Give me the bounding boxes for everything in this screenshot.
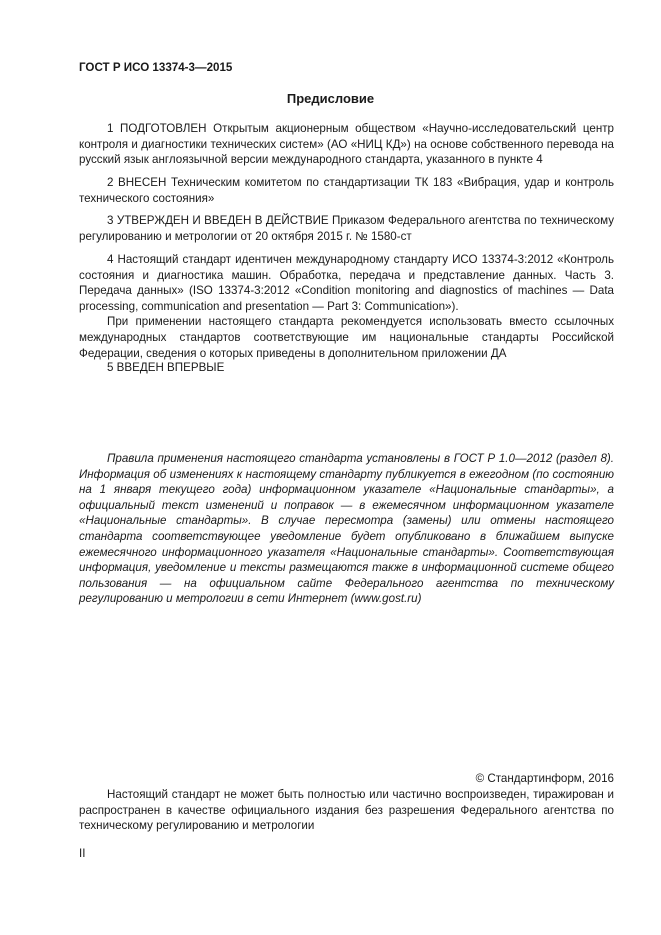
rights-notice	[79, 787, 614, 834]
item-text: 5 ВВЕДЕН ВПЕРВЫЕ	[107, 361, 225, 374]
rights-text: Настоящий стандарт не может быть полностью или частично воспроизведен, тиражирован и распространен в качестве официального издания без разрешения Федерального агентства по техническому регулированию и метрологии	[79, 788, 614, 833]
foreword-item-2	[79, 175, 614, 206]
item-text: 4 Настоящий стандарт идентичен международному стандарту ИСО 13374-3:2012 «Контроль состояния и диагностика машин. Обработка, передача и представление данных. Часть 3. Передача данных» (ISO 13374-3:2012 «Condition monitoring and diagnostics of machines — Data processing, communication and presentation — Part 3: Communication»).	[79, 253, 614, 313]
foreword-item-1	[79, 121, 614, 168]
notice-text: Правила применения настоящего стандарта установлены в ГОСТ Р 1.0—2012 (раздел 8). Информация об изменениях к настоящему стандарту публикуется в ежегодном (по состоянию на 1 января текущего года) информационном указателе «Национальные стандарты», а официальный текст изменений и поправок — в ежемесячном информационном указателе «Национальные стандарты». В случае пересмотра (замены) или отмены настоящего стандарта соответствующее уведомление будет опубликовано в ближайшем выпуске ежемесячного информационного указателя «Национальные стандарты». Соответствующая информация, уведомление и тексты размещаются также в информационной системе общего пользования — на официальном сайте Федерального агентства по техническому регулированию и метрологии в сети Интернет (www.gost.ru)	[79, 452, 614, 606]
page-title: Предисловие	[286, 91, 375, 106]
foreword-item-5	[79, 360, 614, 376]
document-code: ГОСТ Р ИСО 13374-3—2015	[79, 61, 233, 74]
copyright: © Стандартинформ, 2016	[475, 772, 614, 785]
item-text: 1 ПОДГОТОВЛЕН Открытым акционерным обществом «Научно-исследовательский центр контроля и диагностики технических систем» (АО «НИЦ КД») на основе собственного перевода на русский язык англоязычной версии международного стандарта, указанного в пункте 4	[79, 122, 614, 167]
item-text: 3 УТВЕРЖДЕН И ВВЕДЕН В ДЕЙСТВИЕ Приказом Федерального агентства по техническому регулированию и метрологии от 20 октября 2015 г. № 1580-ст	[79, 214, 614, 243]
application-notice	[79, 451, 614, 607]
foreword-item-4	[79, 252, 614, 361]
foreword-item-3	[79, 213, 614, 244]
item-note: При применении настоящего стандарта рекомендуется использовать вместо ссылочных международных стандартов соответствующие им национальные стандарты Российской Федерации, сведения о которых приведены в дополнительном приложении ДА	[79, 315, 614, 360]
item-text: 2 ВНЕСЕН Техническим комитетом по стандартизации ТК 183 «Вибрация, удар и контроль технического состояния»	[79, 176, 614, 205]
page-number: II	[79, 847, 86, 860]
